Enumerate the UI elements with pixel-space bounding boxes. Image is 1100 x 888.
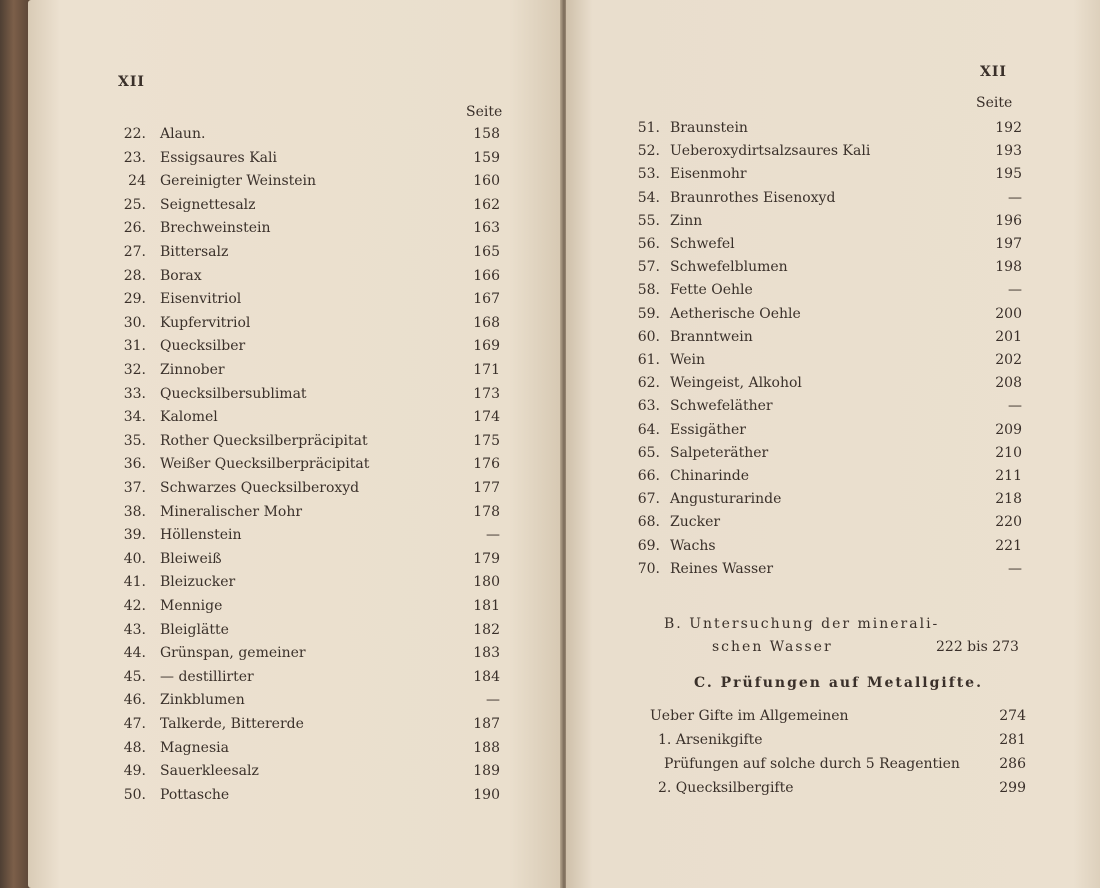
entry-label: Mennige bbox=[160, 598, 223, 614]
entry-number: 69. bbox=[637, 537, 660, 554]
toc-entry bbox=[28, 287, 563, 311]
entry-number: 33. bbox=[123, 385, 146, 402]
entry-label: Schwefel bbox=[670, 236, 735, 252]
entry-label: Ueberoxydirtsalzsaures Kali bbox=[670, 143, 871, 160]
entry-label: Essigäther bbox=[670, 421, 746, 438]
toc-entry bbox=[566, 510, 1100, 534]
toc-entry bbox=[566, 418, 1100, 442]
entry-number: 22. bbox=[123, 126, 146, 142]
entry-page: — bbox=[1008, 398, 1022, 415]
entry-label: Weingeist, Alkohol bbox=[670, 375, 802, 392]
toc-entry bbox=[566, 325, 1100, 349]
entry-number: 51. bbox=[637, 120, 660, 136]
entry-label: Sauerkleesalz bbox=[160, 763, 259, 780]
toc-entry bbox=[566, 394, 1100, 418]
entry-label: Brechweinstein bbox=[160, 220, 271, 237]
entry-page: 165 bbox=[473, 244, 500, 260]
toc-entry bbox=[28, 476, 563, 500]
entry-page: 281 bbox=[999, 732, 1026, 748]
entry-label: Weißer Quecksilberpräcipitat bbox=[160, 456, 370, 473]
entry-number: 63. bbox=[637, 398, 660, 415]
entry-label: Braunstein bbox=[670, 120, 748, 136]
entry-label: Höllenstein bbox=[160, 527, 242, 544]
entry-page: 166 bbox=[473, 267, 500, 284]
entry-number: 37. bbox=[123, 480, 146, 496]
toc-entry bbox=[28, 500, 563, 524]
entry-number: 48. bbox=[123, 739, 146, 756]
entry-page: 200 bbox=[995, 305, 1022, 322]
toc-entry bbox=[28, 122, 563, 146]
entry-number: 27. bbox=[123, 244, 146, 260]
entry-label: Mineralischer Mohr bbox=[160, 503, 303, 520]
left-page bbox=[28, 0, 563, 888]
toc-entry bbox=[28, 240, 563, 264]
entry-label: Eisenvitriol bbox=[160, 291, 242, 308]
toc-entry bbox=[28, 688, 563, 712]
entry-page: 197 bbox=[995, 236, 1022, 252]
toc-entry bbox=[28, 570, 563, 594]
toc-entry bbox=[566, 557, 1100, 581]
toc-entry bbox=[28, 193, 563, 217]
entry-page: 158 bbox=[473, 126, 500, 142]
entry-label: Aetherische Oehle bbox=[670, 305, 801, 322]
entry-page: 178 bbox=[473, 503, 500, 520]
entry-page: 192 bbox=[995, 120, 1022, 136]
entry-page: 201 bbox=[995, 328, 1022, 345]
entry-label: Schwarzes Quecksilberoxyd bbox=[160, 480, 360, 496]
entry-page: 286 bbox=[999, 756, 1026, 772]
entry-page: 188 bbox=[473, 739, 500, 756]
toc-entry bbox=[28, 334, 563, 358]
entry-page: 184 bbox=[473, 668, 500, 685]
section-b-heading: B. Untersuchung der minerali- bbox=[664, 616, 940, 632]
entry-label: Bleizucker bbox=[160, 574, 236, 591]
toc-entry bbox=[28, 382, 563, 406]
entry-page: 208 bbox=[995, 375, 1022, 392]
toc-entry bbox=[28, 547, 563, 571]
section-b-heading-continued: schen Wasser bbox=[712, 639, 833, 655]
entry-number: 47. bbox=[123, 716, 146, 732]
entry-number: 26. bbox=[123, 220, 146, 237]
toc-entry bbox=[28, 523, 563, 547]
entry-page: 195 bbox=[995, 166, 1022, 183]
entry-number: 25. bbox=[123, 196, 146, 213]
toc-entry bbox=[28, 736, 563, 760]
entry-number: 58. bbox=[637, 282, 660, 299]
entry-label: Zinkblumen bbox=[160, 692, 245, 709]
entry-label: Grünspan, gemeiner bbox=[160, 645, 306, 662]
entry-label: Fette Oehle bbox=[670, 282, 753, 299]
entry-label: Angusturarinde bbox=[670, 491, 782, 508]
entry-label: Zinn bbox=[670, 212, 703, 229]
entry-number: 61. bbox=[637, 352, 660, 368]
entry-page: 202 bbox=[995, 352, 1022, 368]
entry-number: 43. bbox=[123, 621, 146, 638]
entry-page: 160 bbox=[473, 173, 500, 190]
entry-label: Wachs bbox=[670, 537, 716, 554]
entry-number: 40. bbox=[123, 550, 146, 567]
entry-page: 220 bbox=[995, 514, 1022, 531]
page-number: XII bbox=[980, 64, 1007, 80]
entry-page: 174 bbox=[473, 409, 500, 426]
entry-page: 181 bbox=[473, 598, 500, 614]
entry-page: 274 bbox=[999, 708, 1026, 724]
entry-label: Branntwein bbox=[670, 328, 753, 345]
entry-number: 24 bbox=[128, 173, 146, 190]
entry-number: 70. bbox=[637, 560, 660, 577]
toc-entry bbox=[566, 116, 1100, 140]
toc-entry bbox=[566, 371, 1100, 395]
entry-label: 1. Arsenikgifte bbox=[658, 732, 763, 748]
entry-page: 209 bbox=[995, 421, 1022, 438]
entry-number: 52. bbox=[637, 143, 660, 160]
toc-entry bbox=[566, 162, 1100, 186]
entry-label: Gereinigter Weinstein bbox=[160, 173, 317, 190]
entry-page: 193 bbox=[995, 143, 1022, 160]
entry-number: 28. bbox=[123, 267, 146, 284]
entry-label: Eisenmohr bbox=[670, 166, 747, 183]
entry-page: 190 bbox=[473, 786, 500, 803]
entry-label: Kalomel bbox=[160, 409, 218, 426]
entry-number: 46. bbox=[123, 692, 146, 709]
entry-label: Bittersalz bbox=[160, 244, 229, 260]
toc-entry bbox=[566, 776, 1100, 800]
entry-page: — bbox=[486, 692, 500, 709]
entry-number: 34. bbox=[123, 409, 146, 426]
toc-entry bbox=[566, 752, 1100, 776]
toc-entry bbox=[28, 311, 563, 335]
entry-label: Schwefeläther bbox=[670, 398, 773, 415]
entry-label: Rother Quecksilberpräcipitat bbox=[160, 432, 368, 449]
toc-entry bbox=[28, 618, 563, 642]
entry-label: Bleiweiß bbox=[160, 550, 222, 567]
toc-entry bbox=[566, 255, 1100, 279]
toc-entry bbox=[28, 358, 563, 382]
entry-label: Pottasche bbox=[160, 786, 230, 803]
toc-entry bbox=[28, 594, 563, 618]
entry-page: 175 bbox=[473, 432, 500, 449]
toc-entry bbox=[28, 783, 563, 807]
entry-number: 32. bbox=[123, 362, 146, 378]
entry-page: 171 bbox=[473, 362, 500, 378]
entry-page: 180 bbox=[473, 574, 500, 591]
entry-label: Bleiglätte bbox=[160, 621, 229, 638]
toc-entry bbox=[28, 452, 563, 476]
entry-label: Braunrothes Eisenoxyd bbox=[670, 189, 836, 206]
entry-number: 29. bbox=[123, 291, 146, 308]
entry-label: Ueber Gifte im Allgemeinen bbox=[650, 708, 849, 724]
entry-number: 55. bbox=[637, 212, 660, 229]
entry-number: 41. bbox=[123, 574, 146, 591]
entry-label: Quecksilber bbox=[160, 338, 246, 355]
entry-number: 64. bbox=[637, 421, 660, 438]
toc-entry bbox=[28, 405, 563, 429]
entry-number: 42. bbox=[123, 598, 146, 614]
entry-number: 44. bbox=[123, 645, 146, 662]
entry-page: 173 bbox=[473, 385, 500, 402]
entry-number: 56. bbox=[637, 236, 660, 252]
entry-label: Essigsaures Kali bbox=[160, 149, 277, 166]
toc-entry bbox=[28, 641, 563, 665]
entry-number: 49. bbox=[123, 763, 146, 780]
entry-page: — bbox=[1008, 560, 1022, 577]
entry-label: Zucker bbox=[670, 514, 721, 531]
entry-number: 67. bbox=[637, 491, 660, 508]
toc-entry bbox=[566, 464, 1100, 488]
entry-page: — bbox=[1008, 189, 1022, 206]
entry-page: 183 bbox=[473, 645, 500, 662]
entry-label: Reines Wasser bbox=[670, 560, 774, 577]
toc-entry bbox=[566, 348, 1100, 372]
entry-page: 221 bbox=[995, 537, 1022, 554]
entry-page: 198 bbox=[995, 259, 1022, 276]
toc-entry bbox=[28, 759, 563, 783]
entry-page: 159 bbox=[473, 149, 500, 166]
entry-label: Talkerde, Bittererde bbox=[160, 716, 304, 732]
entry-number: 53. bbox=[637, 166, 660, 183]
entry-number: 23. bbox=[123, 149, 146, 166]
entry-page: 210 bbox=[995, 444, 1022, 461]
toc-entry bbox=[566, 704, 1100, 728]
entry-label: Schwefelblumen bbox=[670, 259, 788, 276]
entry-page: 189 bbox=[473, 763, 500, 780]
entry-number: 68. bbox=[637, 514, 660, 531]
entry-number: 31. bbox=[123, 338, 146, 355]
entry-number: 30. bbox=[123, 314, 146, 331]
entry-number: 66. bbox=[637, 468, 660, 484]
toc-entry bbox=[28, 665, 563, 689]
toc-entry bbox=[566, 209, 1100, 233]
entry-label: 2. Quecksilbergifte bbox=[658, 780, 794, 796]
toc-entry bbox=[28, 264, 563, 288]
column-header-seite: Seite bbox=[466, 104, 503, 120]
right-page bbox=[566, 0, 1100, 888]
entry-number: 62. bbox=[637, 375, 660, 392]
entry-label: Borax bbox=[160, 267, 202, 284]
column-header-seite: Seite bbox=[976, 95, 1013, 111]
toc-entry bbox=[566, 302, 1100, 326]
entry-page: 179 bbox=[473, 550, 500, 567]
toc-entry bbox=[566, 728, 1100, 752]
entry-label: Magnesia bbox=[160, 739, 229, 756]
entry-label: Kupfervitriol bbox=[160, 314, 251, 331]
book-spine bbox=[0, 0, 30, 888]
entry-number: 65. bbox=[637, 444, 660, 461]
entry-page: 169 bbox=[473, 338, 500, 355]
entry-number: 35. bbox=[123, 432, 146, 449]
toc-entry bbox=[28, 429, 563, 453]
section-c-heading: C. Prüfungen auf Metallgifte. bbox=[694, 675, 983, 691]
toc-entry bbox=[28, 169, 563, 193]
entry-number: 54. bbox=[637, 189, 660, 206]
entry-page: 299 bbox=[999, 780, 1026, 796]
entry-page: 182 bbox=[473, 621, 500, 638]
section-b-pages: 222 bis 273 bbox=[936, 639, 1019, 655]
entry-page: 167 bbox=[473, 291, 500, 308]
toc-entry bbox=[566, 232, 1100, 256]
entry-label: Prüfungen auf solche durch 5 Reagentien bbox=[664, 756, 960, 772]
entry-label: Chinarinde bbox=[670, 468, 750, 484]
page-number: XII bbox=[118, 74, 145, 90]
entry-page: 187 bbox=[473, 716, 500, 732]
entry-number: 57. bbox=[637, 259, 660, 276]
entry-page: — bbox=[486, 527, 500, 544]
entry-label: Quecksilbersublimat bbox=[160, 385, 307, 402]
entry-page: 218 bbox=[995, 491, 1022, 508]
toc-entry bbox=[566, 278, 1100, 302]
entry-label: Alaun. bbox=[160, 126, 206, 142]
toc-entry bbox=[28, 146, 563, 170]
toc-entry bbox=[566, 186, 1100, 210]
toc-entry bbox=[566, 441, 1100, 465]
entry-number: 59. bbox=[637, 305, 660, 322]
entry-label: Wein bbox=[670, 352, 706, 368]
entry-label: Seignettesalz bbox=[160, 196, 256, 213]
entry-page: 163 bbox=[473, 220, 500, 237]
entry-number: 39. bbox=[123, 527, 146, 544]
entry-page: 211 bbox=[995, 468, 1022, 484]
entry-label: Salpeteräther bbox=[670, 444, 769, 461]
entry-page: 177 bbox=[473, 480, 500, 496]
toc-entry bbox=[28, 216, 563, 240]
entry-number: 45. bbox=[123, 668, 146, 685]
toc-entry bbox=[566, 534, 1100, 558]
entry-page: 168 bbox=[473, 314, 500, 331]
entry-page: 196 bbox=[995, 212, 1022, 229]
entry-number: 38. bbox=[123, 503, 146, 520]
toc-entry bbox=[566, 139, 1100, 163]
entry-number: 36. bbox=[123, 456, 146, 473]
entry-page: 176 bbox=[473, 456, 500, 473]
entry-page: 162 bbox=[473, 196, 500, 213]
entry-label: Zinnober bbox=[160, 362, 225, 378]
entry-label: — destillirter bbox=[160, 668, 254, 685]
toc-entry bbox=[28, 712, 563, 736]
toc-entry bbox=[566, 487, 1100, 511]
entry-number: 50. bbox=[123, 786, 146, 803]
entry-page: — bbox=[1008, 282, 1022, 299]
entry-number: 60. bbox=[637, 328, 660, 345]
